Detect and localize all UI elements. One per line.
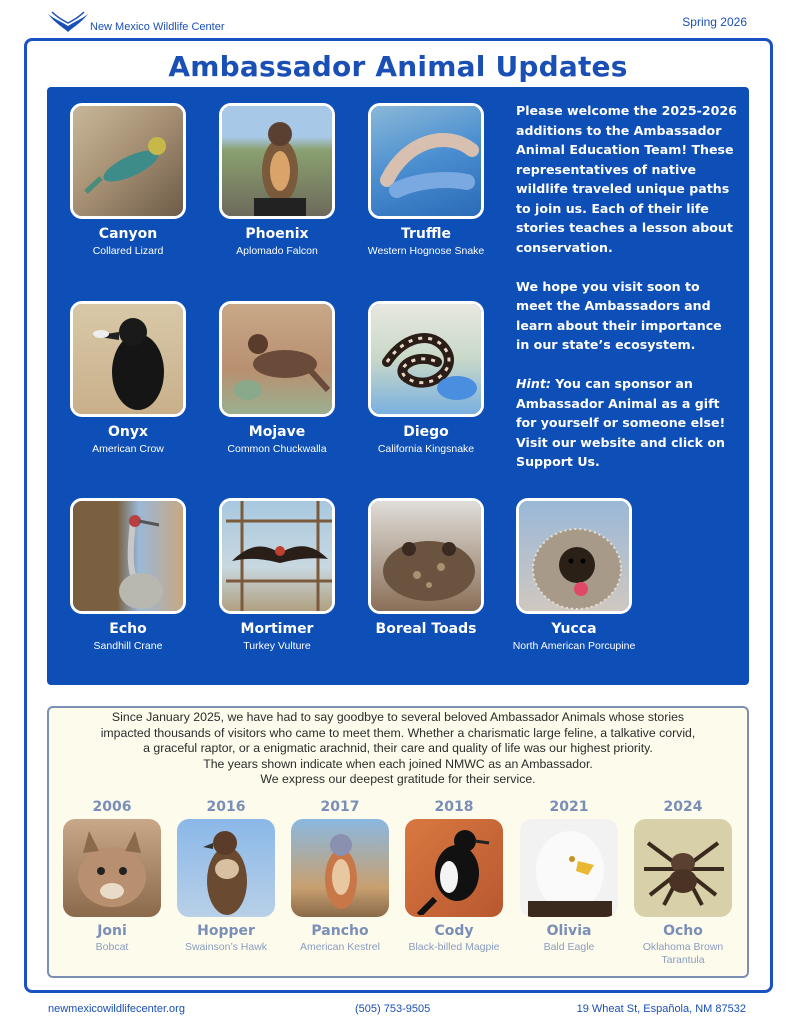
past-ambassador-olivia (514, 799, 624, 954)
truffle-photo (368, 103, 484, 219)
ambassador-name: Mortimer (240, 621, 314, 637)
phone-number[interactable]: (505) 753-9505 (355, 1003, 431, 1015)
season-label: Spring 2026 (682, 15, 747, 29)
past-ambassador-species: American Kestrel (300, 941, 380, 953)
past-ambassador-name: Pancho (311, 923, 369, 939)
past-ambassador-name: Joni (97, 923, 127, 939)
memorial-line: Since January 2025, we have had to say goodbye to several beloved Ambassador Animals whose stories (111, 710, 685, 724)
ambassador-card-truffle (356, 103, 496, 258)
past-ambassador-name: Hopper (197, 923, 255, 939)
ambassador-card-onyx (58, 301, 198, 456)
past-ambassador-species: Bald Eagle (543, 941, 595, 953)
memorial-line: a graceful raptor, or a enigmatic arachnid, their care and quality of life was our highest priority. (143, 741, 653, 755)
ambassador-species: North American Porcupine (512, 640, 636, 652)
memorial-line: We express our deepest gratitude for their service. (260, 772, 536, 786)
street-address: 19 Wheat St, Española, NM 87532 (576, 1003, 746, 1015)
ambassador-species: Aplomado Falcon (236, 245, 318, 257)
ambassador-species: American Crow (92, 443, 164, 455)
ambassador-card-mojave (207, 301, 347, 456)
visit-paragraph: We hope you visit soon to meet the Ambassadors and learn about their importance in our state’s ecosystem. (516, 278, 722, 352)
ambassador-card-echo (58, 498, 198, 653)
past-ambassador-joni (57, 799, 167, 954)
phoenix-photo (219, 103, 335, 219)
ambassador-name: Truffle (400, 226, 451, 242)
welcome-paragraph: Please welcome the 2025-2026 additions to the Ambassador Animal Education Team! These representatives of native wildlife traveled unique paths to join us. Each of their life stories teaches a lesson about conservation. (516, 103, 737, 255)
ambassador-name: Diego (403, 424, 449, 440)
ambassador-card-boreal-toads (356, 498, 496, 637)
past-ambassador-hopper (171, 799, 281, 954)
past-ambassador-pancho (285, 799, 395, 954)
page-title: Ambassador Animal Updates (168, 50, 628, 83)
memorial-line: The years shown indicate when each joined NMWC as an Ambassador. (203, 756, 593, 771)
pancho-photo (291, 819, 389, 917)
mortimer-photo (219, 498, 335, 614)
ambassador-species: Western Hognose Snake (367, 245, 485, 257)
past-ambassador-species: Bobcat (95, 941, 129, 953)
ambassador-species: California Kingsnake (377, 443, 475, 455)
joined-year: 2016 (206, 799, 246, 815)
ambassador-card-diego (356, 301, 496, 456)
onyx-photo (70, 301, 186, 417)
ambassador-species: Sandhill Crane (93, 640, 163, 652)
echo-photo (70, 498, 186, 614)
ambassador-name: Yucca (551, 621, 597, 637)
org-name: New Mexico Wildlife Center (90, 21, 225, 33)
ambassador-card-mortimer (207, 498, 347, 653)
hopper-photo (177, 819, 275, 917)
ambassador-name: Boreal Toads (375, 621, 477, 637)
ambassador-name: Echo (109, 621, 147, 637)
past-ambassador-name: Olivia (546, 923, 592, 939)
ambassador-name: Onyx (107, 424, 149, 440)
hint-label: Hint: (516, 376, 551, 391)
past-ambassador-cody (399, 799, 509, 954)
ambassador-name: Canyon (98, 226, 158, 242)
ambassador-name: Phoenix (245, 226, 309, 242)
diego-photo (368, 301, 484, 417)
hint-text: You can sponsor an Ambassador Animal as a gift for yourself or someone else! Visit our website and click on Support Us. (516, 376, 726, 469)
joined-year: 2018 (434, 799, 474, 815)
past-ambassador-species: Swainson’s Hawk (184, 941, 268, 953)
past-ambassador-species: Black-billed Magpie (408, 941, 500, 953)
ambassador-card-canyon (58, 103, 198, 258)
past-ambassador-species: Oklahoma Brown Tarantula (642, 941, 724, 966)
page-header (0, 0, 796, 40)
ambassador-species: Collared Lizard (92, 245, 164, 257)
olivia-photo (520, 819, 618, 917)
yucca-photo (516, 498, 632, 614)
past-ambassador-name: Cody (434, 923, 474, 939)
ambassador-card-phoenix (207, 103, 347, 258)
bird-wings-logo-icon (46, 10, 90, 36)
joined-year: 2006 (92, 799, 132, 815)
canyon-photo (70, 103, 186, 219)
cody-photo (405, 819, 503, 917)
mojave-photo (219, 301, 335, 417)
hint-paragraph (516, 374, 738, 472)
past-ambassador-ocho (628, 799, 738, 966)
joined-year: 2017 (320, 799, 360, 815)
boreal-toads-photo (368, 498, 484, 614)
joined-year: 2021 (549, 799, 589, 815)
ambassador-species: Common Chuckwalla (227, 443, 327, 455)
ambassador-card-yucca (504, 498, 644, 653)
website-link[interactable]: newmexicowildlifecenter.org (48, 1003, 185, 1015)
ambassador-name: Mojave (248, 424, 306, 440)
memorial-text (54, 710, 742, 788)
memorial-line: impacted thousands of visitors who came to meet them. Whether a charismatic large feline, a talkative corvid, (100, 725, 696, 740)
joined-year: 2024 (663, 799, 703, 815)
ocho-photo (634, 819, 732, 917)
ambassador-species: Turkey Vulture (243, 640, 311, 652)
welcome-text-block (516, 101, 738, 491)
past-ambassador-name: Ocho (663, 923, 703, 939)
joni-photo (63, 819, 161, 917)
